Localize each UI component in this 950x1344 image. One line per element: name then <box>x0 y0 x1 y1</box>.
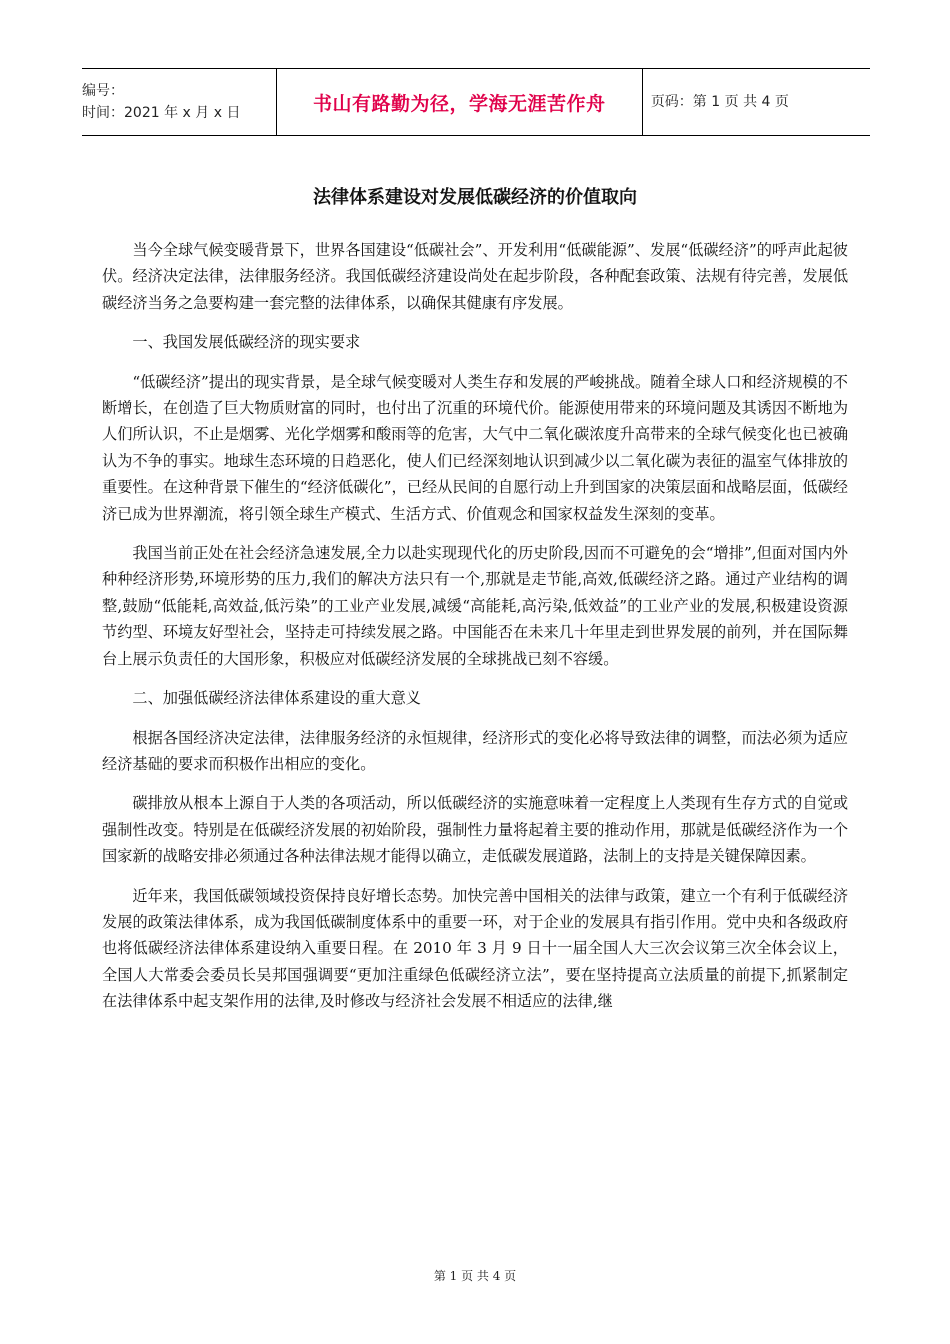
paragraph: 根据各国经济决定法律，法律服务经济的永恒规律，经济形式的变化必将导致法律的调整，而法必须为适应经济基础的要求而积极作出相应的变化。 <box>102 728 848 773</box>
document-header <box>82 68 870 136</box>
header-motto: 书山有路勤为径，学海无涯苦作舟 <box>312 92 606 115</box>
page-footer: 第 1 页 共 4 页 <box>433 1269 517 1283</box>
doc-number-label: 编号： <box>82 83 124 99</box>
paragraph: 我国当前正处在社会经济急速发展,全力以赴实现现代化的历史阶段,因而不可避免的会“增排”,但面对国内外种种经济形势,环境形势的压力,我们的解决方法只有一个,那就是走节能,高效,低碳经济之路。通过产业结构的调整,鼓励“低能耗,高效益,低污染”的工业产业发展,减缓“高能耗,高污染,低效益”的工业产业的发展,积极建设资源节约型、环境友好型社会，坚持走可持续发展之路。中国能否在未来几十年里走到世界发展的前列，并在国际舞台上展示负责任的大国形象，积极应对低碳经济发展的全球挑战已刻不容缓。 <box>102 544 848 668</box>
header-page-cell <box>642 69 870 136</box>
doc-time-label: 时间：2021 年 x 月 x 日 <box>82 105 241 121</box>
document-title: 法律体系建设对发展低碳经济的价值取向 <box>313 187 637 208</box>
header-motto-cell <box>276 69 642 136</box>
paragraph: “低碳经济”提出的现实背景，是全球气候变暖对人类生存和发展的严峻挑战。随着全球人口和经济规模的不断增长，在创造了巨大物质财富的同时，也付出了沉重的环境代价。能源使用带来的环境问题及其诱因不断地为人们所认识，不止是烟雾、光化学烟雾和酸雨等的危害，大气中二氧化碳浓度升高带来的全球气候变化也已被确认为不争的事实。地球生态环境的日趋恶化，使人们已经深刻地认识到减少以二氧化碳为表征的温室气体排放的重要性。在这种背景下催生的“经济低碳化”，已经从民间的自愿行动上升到国家的决策层面和战略层面，低碳经济已成为世界潮流，将引领全球生产模式、生活方式、价值观念和国家权益发生深刻的变革。 <box>102 372 848 523</box>
paragraph: 当今全球气候变暖背景下，世界各国建设“低碳社会”、开发利用“低碳能源”、发展“低碳经济”的呼声此起彼伏。经济决定法律，法律服务经济。我国低碳经济建设尚处在起步阶段，各种配套政策、法规有待完善，发展低碳经济当务之急要构建一套完整的法律体系，以确保其健康有序发展。 <box>102 241 848 312</box>
document-body <box>102 237 848 1028</box>
section-heading: 一、我国发展低碳经济的现实要求 <box>132 333 361 352</box>
section-heading: 二、加强低碳经济法律体系建设的重大意义 <box>132 689 421 708</box>
paragraph: 碳排放从根本上源自于人类的各项活动，所以低碳经济的实施意味着一定程度上人类现有生存方式的自觉或强制性改变。特别是在低碳经济发展的初始阶段，强制性力量将起着主要的推动作用，那就是低碳经济作为一个国家新的战略安排必须通过各种法律法规才能得以确立，走低碳发展道路，法制上的支持是关键保障因素。 <box>102 794 848 866</box>
paragraph: 近年来，我国低碳领域投资保持良好增长态势。加快完善中国相关的法律与政策，建立一个有利于低碳经济发展的政策法律体系，成为我国低碳制度体系中的重要一环，对于企业的发展具有指引作用。党中央和各级政府也将低碳经济法律体系建设纳入重要日程。在 2010 年 3 月 9 日十一届全国人大三次会议第三次全体会议上，全国人大常委会委员长吴邦国强调要“更加注重绿色低碳经济立法”，要在坚持提高立法质量的前提下,抓紧制定在法律体系中起支架作用的法律,及时修改与经济社会发展不相适应的法律,继 <box>102 886 848 1011</box>
header-meta-cell <box>82 69 276 136</box>
header-page-label: 页码：第 1 页 共 4 页 <box>650 94 789 110</box>
